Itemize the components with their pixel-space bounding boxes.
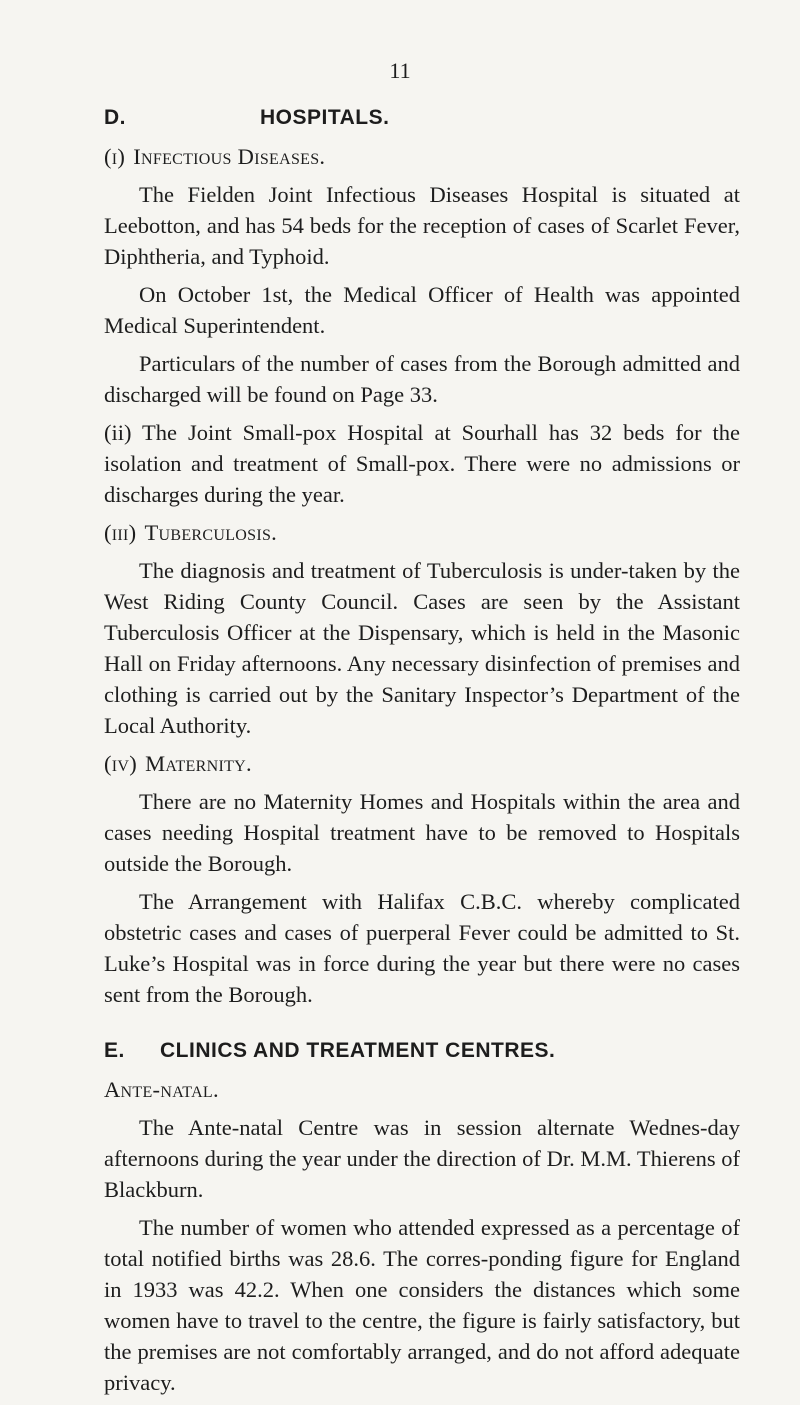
tuberculosis-paragraph: The diagnosis and treatment of Tuberculosis is under-taken by the West Riding County Council. Cases are seen by the Assistant Tuberculosis Officer at the Dispensary, which is held in the Masonic Hall on Friday afternoons. Any necessary disinfection of premises and clothing is carried out by the Sanitary Inspector’s Department of the Local Authority. [104, 558, 740, 738]
maternity-paragraph-2: The Arrangement with Halifax C.B.C. whereby complicated obstetric cases and cases of puerperal Fever could be admitted to St. Luke’s Hospital was in force during the year but there were no cases sent from the Borough. [104, 889, 740, 1007]
tuberculosis-title: Tuberculosis. [144, 520, 278, 545]
antenatal-heading: Ante-natal. [104, 1077, 219, 1102]
section-e-title: CLINICS AND TREATMENT CENTRES. [160, 1039, 556, 1062]
infectious-diseases-heading [104, 141, 740, 172]
section-d-heading [104, 102, 740, 133]
tuberculosis-num: (iii) [104, 520, 137, 545]
infectious-title: Infectious Diseases. [133, 144, 326, 169]
smallpox-paragraph [104, 417, 740, 510]
maternity-num: (iv) [104, 751, 138, 776]
antenatal-paragraph-2: The number of women who attended expressed as a percentage of total notified births was 28.6. The corres-ponding figure for England in 1933 was 42.2. When one considers the distances which some women have to travel to the centre, the figure is fairly satisfactory, but the premises are not comfortably arranged, and do not afford adequate privacy. [104, 1215, 740, 1395]
page-content [104, 102, 740, 1405]
section-e-heading [104, 1035, 740, 1066]
section-d-letter: D. [104, 106, 126, 129]
infectious-paragraph-1: The Fielden Joint Infectious Diseases Hospital is situated at Leebotton, and has 54 beds for the reception of cases of Scarlet Fever, Diphtheria, and Typhoid. [104, 182, 740, 269]
section-d-title: HOSPITALS. [260, 106, 390, 129]
smallpox-num: (ii) [104, 420, 132, 445]
maternity-title: Maternity. [145, 751, 252, 776]
section-e-letter: E. [104, 1039, 125, 1062]
infectious-paragraph-2: On October 1st, the Medical Officer of Health was appointed Medical Superintendent. [104, 282, 740, 338]
maternity-paragraph-1: There are no Maternity Homes and Hospitals within the area and cases needing Hospital treatment have to be removed to Hospitals outside the Borough. [104, 789, 740, 876]
smallpox-text: The Joint Small-pox Hospital at Sourhall has 32 beds for the isolation and treatment of Small-pox. There were no admissions or discharges during the year. [104, 420, 741, 507]
infectious-num: (i) [104, 144, 126, 169]
infectious-paragraph-3: Particulars of the number of cases from the Borough admitted and discharged will be found on Page 33. [104, 351, 740, 407]
antenatal-paragraph-1: The Ante-natal Centre was in session alternate Wednes-day afternoons during the year under the direction of Dr. M.M. Thierens of Blackburn. [104, 1115, 740, 1202]
page-number: 11 [389, 58, 411, 83]
section-spacer [104, 1017, 740, 1035]
tuberculosis-heading [104, 517, 740, 548]
maternity-heading [104, 748, 740, 779]
